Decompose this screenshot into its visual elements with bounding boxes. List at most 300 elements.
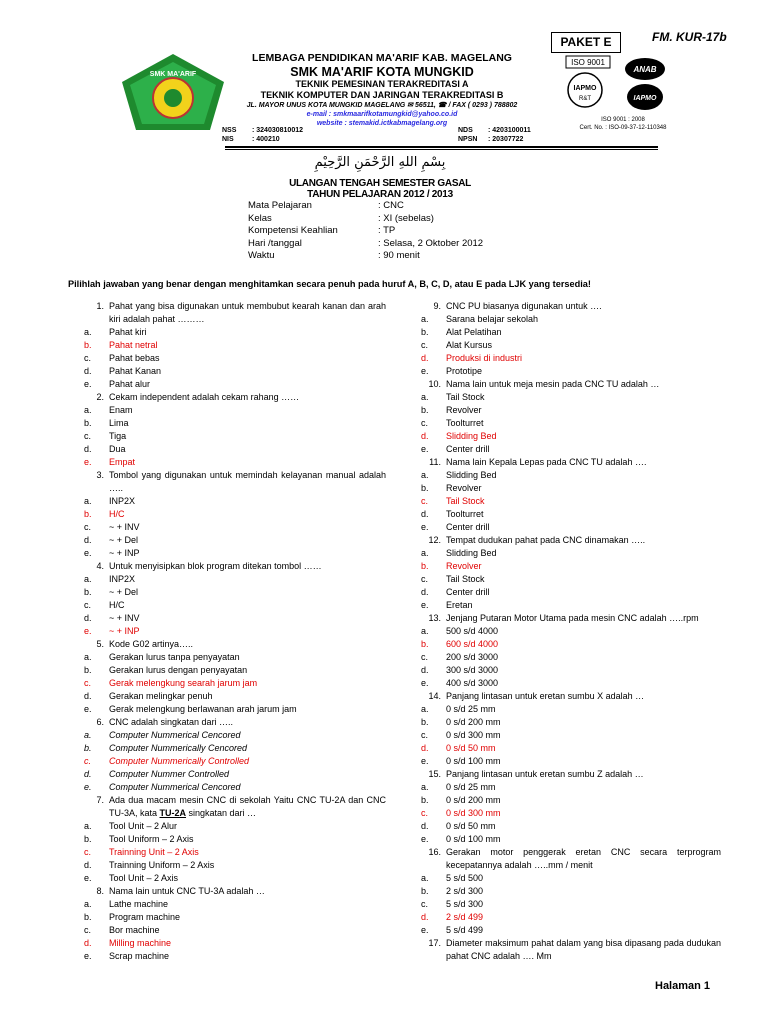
option-letter: c.	[421, 496, 429, 506]
question	[421, 300, 721, 313]
option-text: Center drill	[446, 587, 490, 597]
info-row	[248, 238, 483, 251]
option-text: 0 s/d 50 mm	[446, 743, 496, 753]
question-text: Nama lain untuk meja mesin pada CNC TU adalah …	[446, 379, 660, 389]
option-letter: e.	[84, 951, 92, 961]
answer-option	[421, 391, 721, 404]
option-letter: e.	[421, 925, 429, 935]
answer-option	[421, 326, 721, 339]
id-value: : 20307722	[488, 136, 524, 143]
school-name: SMK MA'ARIF KOTA MUNGKID	[290, 65, 474, 79]
questions-right-column	[421, 300, 721, 963]
answer-option	[421, 508, 721, 521]
option-letter: c.	[421, 730, 429, 740]
answer-option	[421, 885, 721, 898]
option-text: 0 s/d 25 mm	[446, 704, 496, 714]
question-text: Nama lain Kepala Lepas pada CNC TU adalah ….	[446, 457, 647, 467]
answer-option	[421, 703, 721, 716]
answer-option	[84, 781, 386, 794]
option-letter: b.	[84, 418, 92, 428]
option-text: Tool Unit – 2 Alur	[109, 821, 178, 831]
answer-option	[421, 625, 721, 638]
option-text: Trainning Unit – 2 Axis	[109, 847, 199, 857]
institution-name: LEMBAGA PENDIDIKAN MA'ARIF KAB. MAGELANG	[252, 52, 512, 64]
answer-option	[84, 820, 386, 833]
answer-option	[84, 547, 386, 560]
answer-option	[84, 521, 386, 534]
school-email[interactable]: e-mail : smkmaarifkotamungkid@yahoo.co.id	[306, 111, 458, 118]
question-number: 12.	[428, 535, 441, 545]
question-number: 4.	[96, 561, 104, 571]
id-row	[458, 135, 531, 144]
option-text: 2 s/d 499	[446, 912, 484, 922]
question-text: CNC adalah singkatan dari …..	[109, 717, 234, 727]
svg-text:IAPMO: IAPMO	[633, 95, 657, 102]
option-letter: d.	[84, 613, 92, 623]
option-text: Tail Stock	[446, 392, 485, 402]
question-number: 5.	[96, 639, 104, 649]
option-letter: e.	[84, 457, 92, 467]
option-letter: c.	[421, 899, 429, 909]
option-letter: e.	[84, 379, 92, 389]
ids-right	[458, 126, 531, 144]
cert-number: Cert. No. : ISO-09-37-12-110348	[579, 125, 667, 131]
question-number: 3.	[96, 470, 104, 480]
info-value: : TP	[378, 225, 396, 236]
id-key: NSS	[222, 127, 237, 134]
option-letter: e.	[421, 678, 429, 688]
answer-option	[84, 352, 386, 365]
answer-option	[421, 872, 721, 885]
option-letter: b.	[421, 327, 429, 337]
option-text: Toolturret	[446, 509, 484, 519]
answer-option	[421, 573, 721, 586]
option-text: 400 s/d 3000	[446, 678, 499, 688]
question	[421, 612, 721, 625]
option-letter: d.	[421, 353, 429, 363]
option-text: 0 s/d 25 mm	[446, 782, 496, 792]
id-key: NPSN	[458, 136, 478, 143]
option-text: Slidding Bed	[446, 548, 497, 558]
answer-option-marked	[84, 755, 386, 768]
option-text: ~ + Del	[109, 587, 139, 597]
option-letter: a.	[421, 548, 429, 558]
option-text: 5 s/d 500	[446, 873, 484, 883]
question	[84, 716, 386, 729]
question-number: 6.	[96, 717, 104, 727]
info-value: : CNC	[378, 200, 404, 211]
option-letter: d.	[421, 743, 429, 753]
option-letter: b.	[421, 795, 429, 805]
option-letter: d.	[84, 860, 92, 870]
answer-option	[84, 378, 386, 391]
option-letter: e.	[421, 834, 429, 844]
question-text: Panjang lintasan untuk eretan sumbu X adalah …	[446, 691, 645, 701]
question	[421, 846, 721, 872]
option-letter: b.	[421, 405, 429, 415]
logo-text: SMK MA'ARIF	[149, 71, 197, 78]
answer-option	[84, 898, 386, 911]
option-text: Eretan	[446, 600, 473, 610]
option-text: Pahat netral	[109, 340, 158, 350]
question	[84, 638, 386, 651]
answer-option	[421, 677, 721, 690]
question-text: CNC PU biasanya digunakan untuk ….	[446, 301, 602, 311]
question	[421, 690, 721, 703]
header-rule-thin	[225, 149, 658, 150]
answer-option	[84, 742, 386, 755]
option-letter: d.	[421, 431, 429, 441]
option-letter: e.	[421, 600, 429, 610]
option-text: Pahat alur	[109, 379, 151, 389]
answer-option	[421, 729, 721, 742]
question-text: Diameter maksimum pahat dalam yang bisa dipasang pada dudukan pahat CNC adalah …. Mm	[446, 938, 721, 961]
question-text: Pahat yang bisa digunakan untuk membubut kearah kanan dan arah kiri adalah pahat ………	[109, 301, 386, 324]
id-row	[458, 126, 531, 135]
option-letter: a.	[421, 314, 429, 324]
accreditation-1: TEKNIK PEMESINAN TERAKREDITASI A	[295, 79, 469, 89]
option-text: 0 s/d 300 mm	[446, 808, 501, 818]
option-letter: e.	[421, 444, 429, 454]
option-letter: e.	[84, 782, 92, 792]
option-letter: b.	[84, 509, 92, 519]
answer-option-marked	[84, 677, 386, 690]
answer-option	[421, 482, 721, 495]
svg-text:IAPMO: IAPMO	[573, 85, 597, 92]
option-letter: b.	[421, 717, 429, 727]
option-letter: a.	[84, 652, 92, 662]
answer-option-marked	[421, 742, 721, 755]
instruction: Pilihlah jawaban yang benar dengan menghitamkan secara penuh pada huruf A, B, C, D, atau E pada LJK yang tersedia!	[68, 279, 591, 289]
answer-option	[421, 339, 721, 352]
question	[84, 885, 386, 898]
answer-option	[84, 768, 386, 781]
ids-left	[222, 126, 303, 144]
question-text: Tombol yang digunakan untuk memindah kelayanan manual adalah …..	[109, 470, 386, 493]
option-text: INP2X	[109, 574, 136, 584]
option-letter: c.	[84, 756, 92, 766]
option-text: Dua	[109, 444, 126, 454]
option-letter: c.	[421, 340, 429, 350]
option-letter: a.	[421, 392, 429, 402]
answer-option	[421, 521, 721, 534]
info-row	[248, 200, 483, 213]
option-letter: a.	[421, 873, 429, 883]
option-letter: b.	[84, 665, 92, 675]
answer-option-marked	[84, 625, 386, 638]
option-letter: d.	[84, 769, 92, 779]
answer-option	[421, 365, 721, 378]
option-letter: e.	[84, 548, 92, 558]
option-text: Lima	[109, 418, 129, 428]
question-text: Tempat dudukan pahat pada CNC dinamakan …..	[446, 535, 646, 545]
id-row	[222, 135, 303, 144]
exam-title-line1: ULANGAN TENGAH SEMESTER GASAL	[289, 178, 471, 189]
option-letter: d.	[84, 444, 92, 454]
option-text: Milling machine	[109, 938, 172, 948]
option-text: Gerak melengkung searah jarum jam	[109, 678, 258, 688]
option-letter: b.	[421, 639, 429, 649]
answer-option	[421, 794, 721, 807]
option-text: Tail Stock	[446, 574, 485, 584]
option-text: ~ + INP	[109, 548, 140, 558]
answer-option	[421, 599, 721, 612]
id-value: : 4203100011	[488, 127, 531, 134]
answer-option	[84, 950, 386, 963]
info-value: : Selasa, 2 Oktober 2012	[378, 237, 484, 249]
info-row	[248, 250, 483, 263]
option-text: Computer Nummer Controlled	[109, 769, 230, 779]
answer-option	[84, 443, 386, 456]
option-letter: c.	[84, 847, 92, 857]
answer-option	[421, 755, 721, 768]
question-text: Nama lain untuk CNC TU-3A adalah …	[109, 886, 265, 896]
option-letter: d.	[421, 912, 429, 922]
option-letter: b.	[84, 834, 92, 844]
option-letter: c.	[84, 522, 92, 532]
option-letter: b.	[84, 743, 92, 753]
info-key: Mata Pelajaran	[248, 200, 312, 211]
option-text: INP2X	[109, 496, 136, 506]
cert-year: ISO 9001 : 2008	[601, 117, 645, 123]
bismillah: بِسْمِ اللهِ الرَّحْمَنِ الرَّحِيْمِ	[314, 155, 446, 170]
option-letter: e.	[421, 522, 429, 532]
answer-option	[421, 469, 721, 482]
certification-text	[578, 116, 668, 132]
option-text: Pahat kiri	[109, 327, 147, 337]
option-letter: c.	[84, 431, 92, 441]
option-letter: c.	[84, 600, 92, 610]
option-letter: c.	[84, 678, 92, 688]
option-text: Computer Nummerically Controlled	[109, 756, 250, 766]
question-text: Kode G02 artinya…..	[109, 639, 194, 649]
option-text: Computer Nummerical Cencored	[109, 782, 241, 792]
option-text: Gerak melengkung berlawanan arah jarum jam	[109, 704, 297, 714]
answer-option	[421, 664, 721, 677]
option-text: Tool Uniform – 2 Axis	[109, 834, 194, 844]
option-text: Computer Nummerical Cencored	[109, 730, 241, 740]
question-number: 9.	[433, 301, 441, 311]
question-number: 15.	[428, 769, 441, 779]
option-text: 5 s/d 499	[446, 925, 484, 935]
answer-option	[84, 326, 386, 339]
option-text: Program machine	[109, 912, 181, 922]
svg-text:ANAB: ANAB	[633, 65, 657, 74]
option-letter: c.	[84, 925, 92, 935]
option-text: 0 s/d 100 mm	[446, 834, 501, 844]
answer-option	[421, 417, 721, 430]
option-text: Tiga	[109, 431, 127, 441]
option-text: Revolver	[446, 405, 482, 415]
option-letter: e.	[84, 873, 92, 883]
answer-option	[84, 430, 386, 443]
answer-option	[421, 820, 721, 833]
option-letter: c.	[84, 353, 92, 363]
answer-option-marked	[84, 846, 386, 859]
answer-option	[84, 495, 386, 508]
option-text: Center drill	[446, 444, 490, 454]
id-row	[222, 126, 303, 135]
answer-option	[84, 404, 386, 417]
option-letter: a.	[421, 782, 429, 792]
option-text: Revolver	[446, 483, 482, 493]
id-value: : 324030810012	[252, 127, 303, 134]
option-letter: b.	[84, 340, 92, 350]
answer-option-marked	[421, 560, 721, 573]
question	[84, 794, 386, 820]
option-text: ~ + Del	[109, 535, 139, 545]
question-number: 17.	[428, 938, 441, 948]
school-header	[222, 52, 542, 128]
exam-info	[248, 200, 483, 263]
option-text: Slidding Bed	[446, 470, 497, 480]
id-key: NIS	[222, 136, 234, 143]
option-text: ~ + INP	[109, 626, 140, 636]
option-letter: d.	[84, 366, 92, 376]
option-text: 0 s/d 100 mm	[446, 756, 501, 766]
option-text: Scrap machine	[109, 951, 170, 961]
option-text: Gerakan melingkar penuh	[109, 691, 213, 701]
option-text: 0 s/d 300 mm	[446, 730, 501, 740]
option-letter: b.	[84, 912, 92, 922]
question-text: Gerakan motor penggerak eretan CNC secara terprogram kecepatannya adalah …..mm / menit	[446, 847, 721, 870]
answer-option	[84, 417, 386, 430]
answer-option	[421, 443, 721, 456]
answer-option	[84, 573, 386, 586]
answer-option	[84, 729, 386, 742]
option-text: Produksi di industri	[446, 353, 523, 363]
question-text: Jenjang Putaran Motor Utama pada mesin CNC adalah …..rpm	[446, 613, 699, 623]
option-letter: e.	[84, 626, 92, 636]
answer-option	[84, 365, 386, 378]
question-text: Cekam independent adalah cekam rahang ……	[109, 392, 300, 402]
answer-option	[84, 664, 386, 677]
question	[421, 378, 721, 391]
option-text: Gerakan lurus tanpa penyayatan	[109, 652, 240, 662]
question	[421, 534, 721, 547]
option-text: Tool Unit – 2 Axis	[109, 873, 179, 883]
page-number: Halaman 1	[655, 980, 711, 992]
school-address: JL. MAYOR UNUS KOTA MUNGKID MAGELANG ✉ 56511, ☎ / FAX ( 0293 ) 788802	[246, 102, 518, 109]
option-letter: d.	[421, 509, 429, 519]
id-key: NDS	[458, 127, 473, 134]
option-letter: c.	[421, 808, 429, 818]
option-letter: a.	[421, 626, 429, 636]
option-text: Sarana belajar sekolah	[446, 314, 539, 324]
option-text: 2 s/d 300	[446, 886, 484, 896]
school-logo	[118, 52, 228, 132]
answer-option-marked	[421, 807, 721, 820]
answer-option	[421, 547, 721, 560]
option-letter: a.	[84, 405, 92, 415]
option-letter: a.	[421, 704, 429, 714]
option-text: 5 s/d 300	[446, 899, 484, 909]
question	[421, 456, 721, 469]
option-text: Gerakan lurus dengan penyayatan	[109, 665, 248, 675]
answer-option	[84, 833, 386, 846]
option-letter: a.	[84, 496, 92, 506]
option-text: Lathe machine	[109, 899, 169, 909]
option-text: 0 s/d 200 mm	[446, 795, 501, 805]
option-text: Bor machine	[109, 925, 160, 935]
option-letter: e.	[421, 756, 429, 766]
info-key: Waktu	[248, 250, 275, 261]
answer-option-marked	[421, 430, 721, 443]
option-text: Pahat Kanan	[109, 366, 162, 376]
option-letter: c.	[421, 418, 429, 428]
option-text: Alat Pelatihan	[446, 327, 502, 337]
answer-option	[421, 651, 721, 664]
option-letter: b.	[84, 587, 92, 597]
option-letter: b.	[421, 483, 429, 493]
option-letter: d.	[84, 691, 92, 701]
answer-option	[84, 872, 386, 885]
option-letter: c.	[421, 574, 429, 584]
option-letter: e.	[421, 366, 429, 376]
answer-option-marked	[421, 495, 721, 508]
option-letter: c.	[421, 652, 429, 662]
option-letter: d.	[84, 535, 92, 545]
answer-option	[84, 703, 386, 716]
question-number: 13.	[428, 613, 441, 623]
option-text: 300 s/d 3000	[446, 665, 499, 675]
info-key: Kelas	[248, 212, 272, 224]
answer-option	[84, 612, 386, 625]
option-text: Prototipe	[446, 366, 483, 376]
school-website[interactable]: website : stemakid.ictkabmagelang.org	[316, 120, 448, 127]
answer-option-marked	[84, 339, 386, 352]
option-text: Slidding Bed	[446, 431, 497, 441]
option-text: H/C	[109, 600, 125, 610]
option-letter: a.	[421, 470, 429, 480]
info-row	[248, 225, 483, 238]
question	[84, 391, 386, 404]
answer-option	[84, 599, 386, 612]
option-letter: a.	[84, 574, 92, 584]
option-text: Pahat bebas	[109, 353, 160, 363]
option-text: Enam	[109, 405, 133, 415]
answer-option	[84, 924, 386, 937]
answer-option	[84, 911, 386, 924]
question-number: 14.	[428, 691, 441, 701]
question-number: 11.	[429, 457, 441, 467]
option-text: Center drill	[446, 522, 490, 532]
answer-option	[421, 313, 721, 326]
option-letter: b.	[421, 561, 429, 571]
answer-option	[421, 781, 721, 794]
answer-option-marked	[421, 352, 721, 365]
info-value: : XI (sebelas)	[378, 212, 434, 224]
option-letter: d.	[421, 665, 429, 675]
header-rule	[225, 146, 658, 148]
questions-left-column	[84, 300, 386, 963]
question-number: 10.	[428, 379, 441, 389]
answer-option-marked	[84, 937, 386, 950]
answer-option	[84, 651, 386, 664]
answer-option	[421, 404, 721, 417]
option-text: Trainning Uniform – 2 Axis	[109, 860, 215, 870]
option-text: 500 s/d 4000	[446, 626, 499, 636]
answer-option	[84, 690, 386, 703]
option-text: Toolturret	[446, 418, 484, 428]
answer-option-marked	[421, 638, 721, 651]
option-text: ~ + INV	[109, 522, 140, 532]
option-letter: e.	[84, 704, 92, 714]
option-text: H/C	[109, 509, 125, 519]
form-code: FM. KUR-17b	[652, 30, 727, 44]
option-text: Alat Kursus	[446, 340, 493, 350]
answer-option-marked	[84, 456, 386, 469]
